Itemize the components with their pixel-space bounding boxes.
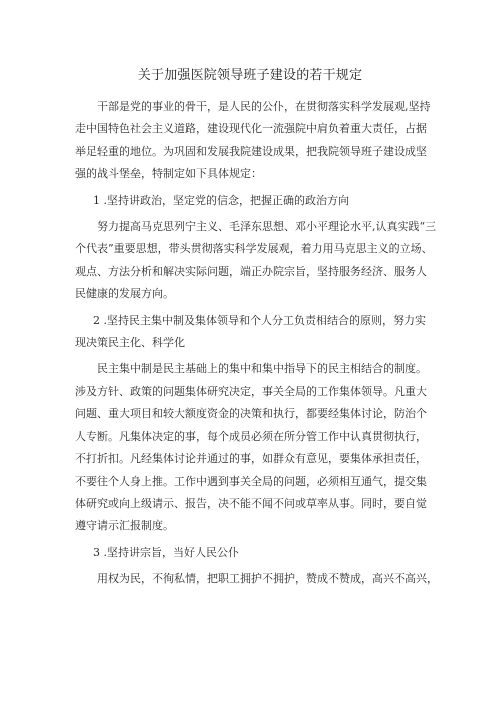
- section-heading: [75, 190, 435, 212]
- paragraph-line: 遵守请示汇报制度。: [75, 519, 174, 533]
- paragraph-line: 个代表”重要思想，带头贯彻落实科学发展观，着力用马克思主义的立场、: [75, 242, 433, 256]
- paragraph-line: 民健康的发展方向。: [75, 287, 174, 301]
- paragraph-line: 走中国特色社会主义道路，建设现代化一流强院中肩负着重大责任，占据: [75, 122, 427, 136]
- paragraph-line: 体研究或向上级请示、报告，决不能不闻不问或草率从事。同时，要自觉: [75, 496, 427, 510]
- body-paragraph: [75, 358, 435, 537]
- paragraph-line: 现决策民主化、科学化: [75, 336, 185, 350]
- paragraph-line: 不要往个人身上推。工作中遇到事关全局的问题，必须相互通气，提交集: [75, 474, 427, 488]
- body-paragraph: [75, 96, 435, 186]
- paragraph-line: 人专断。凡集体决定的事，每个成员必须在所分管工作中认真贯彻执行，: [75, 429, 427, 443]
- paragraph-line: 努力提高马克思列宁主义、毛泽东思想、邓小平理论水平,认真实践“三: [97, 220, 437, 234]
- paragraph-line: 民主集中制是民主基础上的集中和集中指导下的民主相结合的制度。: [97, 362, 427, 376]
- paragraph-line: 干部是党的事业的骨干，是人民的公仆，在贯彻落实科学发展观,坚持: [97, 100, 431, 113]
- body-paragraph: [75, 568, 438, 590]
- section-heading: [75, 310, 435, 355]
- section-heading: [75, 542, 435, 564]
- paragraph-line: 不打折扣。凡经集体讨论并通过的事，如群众有意见，要集体承担责任，: [75, 452, 427, 466]
- paragraph-line: 问题、重大项目和较大额度资金的决策和执行，都要经集体讨论，防治个: [75, 407, 427, 421]
- document-title: 关于加强医院领导班子建设的若干规定: [137, 68, 363, 83]
- paragraph-line: 涉及方针、政策的问题集体研究决定，事关全局的工作集体领导。凡重大: [75, 384, 427, 398]
- paragraph-line: 3 .坚持讲宗旨，当好人民公仆: [93, 545, 239, 559]
- paragraph-line: 观点、方法分析和解决实际问题，端正办院宗旨，坚持服务经济、服务人: [75, 264, 427, 278]
- paragraph-line: 2 .坚持民主集中制及集体领导和个人分工负责相结合的原则，努力实: [93, 313, 426, 327]
- document-body: [75, 96, 438, 595]
- paragraph-line: 1 .坚持讲政治，坚定党的信念，把握正确的政治方向: [93, 193, 349, 207]
- body-paragraph: [75, 216, 435, 306]
- paragraph-line: 用权为民，不徇私情，把职工拥护不拥护，赞成不赞成，高兴不高兴，: [97, 572, 438, 586]
- paragraph-line: 强的战斗堡垒，特制定如下具体规定：: [75, 167, 262, 181]
- paragraph-line: 举足轻重的地位。为巩固和发展我院建设成果，把我院领导班子建设成坚: [75, 144, 427, 158]
